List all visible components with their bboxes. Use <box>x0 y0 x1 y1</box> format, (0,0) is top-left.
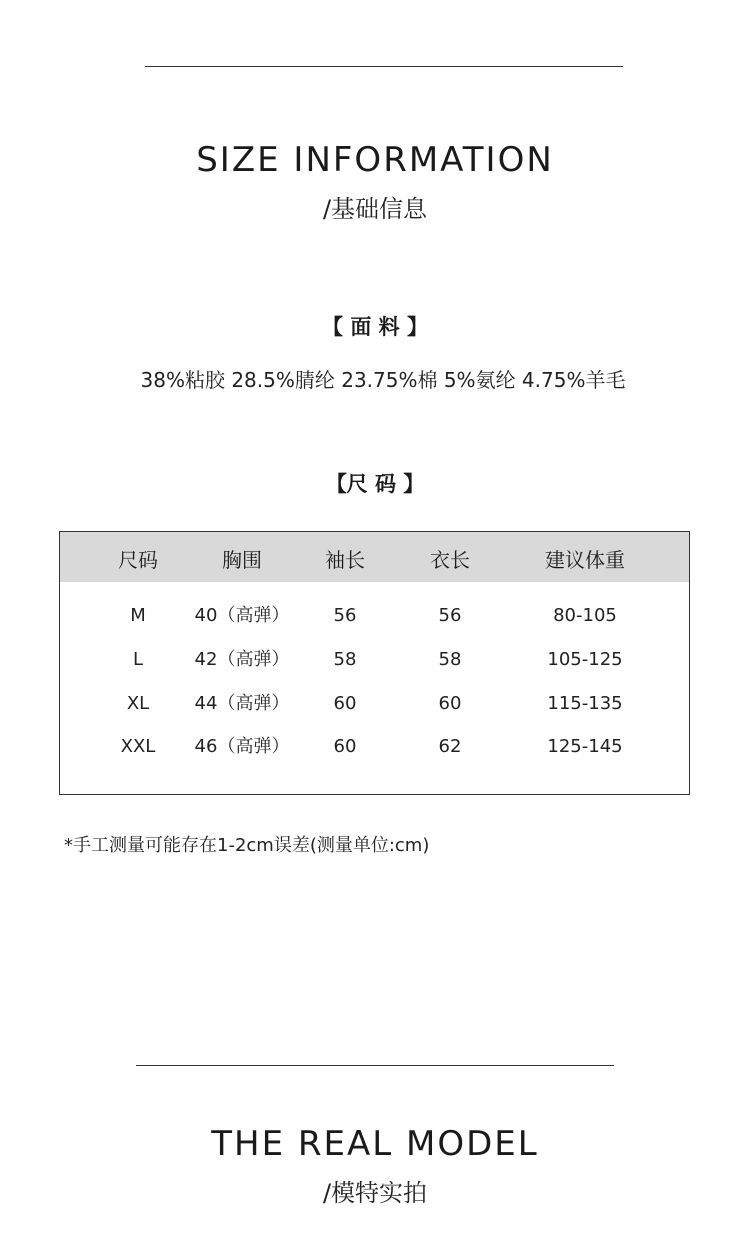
real-model-title: THE REAL MODEL <box>211 1124 539 1164</box>
cell-length: 56 <box>438 605 462 626</box>
cell-length: 58 <box>438 649 462 670</box>
cell-chest: 46（高弹） <box>194 736 290 757</box>
cell-sleeve: 60 <box>333 736 357 757</box>
cell-chest: 42（高弹） <box>194 649 290 670</box>
header-size: 尺码 <box>118 548 158 572</box>
cell-sleeve: 60 <box>333 693 357 714</box>
cell-weight: 80-105 <box>553 605 617 626</box>
cell-length: 62 <box>438 736 462 757</box>
real-model-subtitle: /模特实拍 <box>322 1179 428 1207</box>
fabric-label: 【 面 料 】 <box>322 315 428 339</box>
cell-size: L <box>132 649 144 670</box>
header-chest: 胸围 <box>222 548 262 572</box>
size-chart-label: 【尺 码 】 <box>325 472 425 496</box>
size-information-title: SIZE INFORMATION <box>196 140 554 180</box>
header-weight: 建议体重 <box>545 548 625 572</box>
size-information-subtitle: /基础信息 <box>322 195 428 223</box>
header-sleeve: 袖长 <box>325 548 365 572</box>
bottom-divider <box>136 1065 614 1066</box>
cell-size: XXL <box>120 736 156 757</box>
cell-sleeve: 56 <box>333 605 357 626</box>
size-table-header <box>60 532 689 582</box>
cell-sleeve: 58 <box>333 649 357 670</box>
size-table <box>59 531 690 795</box>
top-divider <box>145 66 623 67</box>
cell-length: 60 <box>438 693 462 714</box>
cell-size: XL <box>126 693 150 714</box>
cell-chest: 44（高弹） <box>194 693 290 714</box>
measurement-note: *手工测量可能存在1-2cm误差(测量单位:cm) <box>64 835 430 856</box>
cell-size: M <box>130 605 146 626</box>
fabric-composition: 38%粘胶 28.5%腈纶 23.75%棉 5%氨纶 4.75%羊毛 <box>140 368 626 392</box>
header-length: 衣长 <box>430 548 470 572</box>
cell-weight: 105-125 <box>547 649 623 670</box>
cell-weight: 125-145 <box>547 736 623 757</box>
cell-weight: 115-135 <box>547 693 623 714</box>
cell-chest: 40（高弹） <box>194 605 290 626</box>
